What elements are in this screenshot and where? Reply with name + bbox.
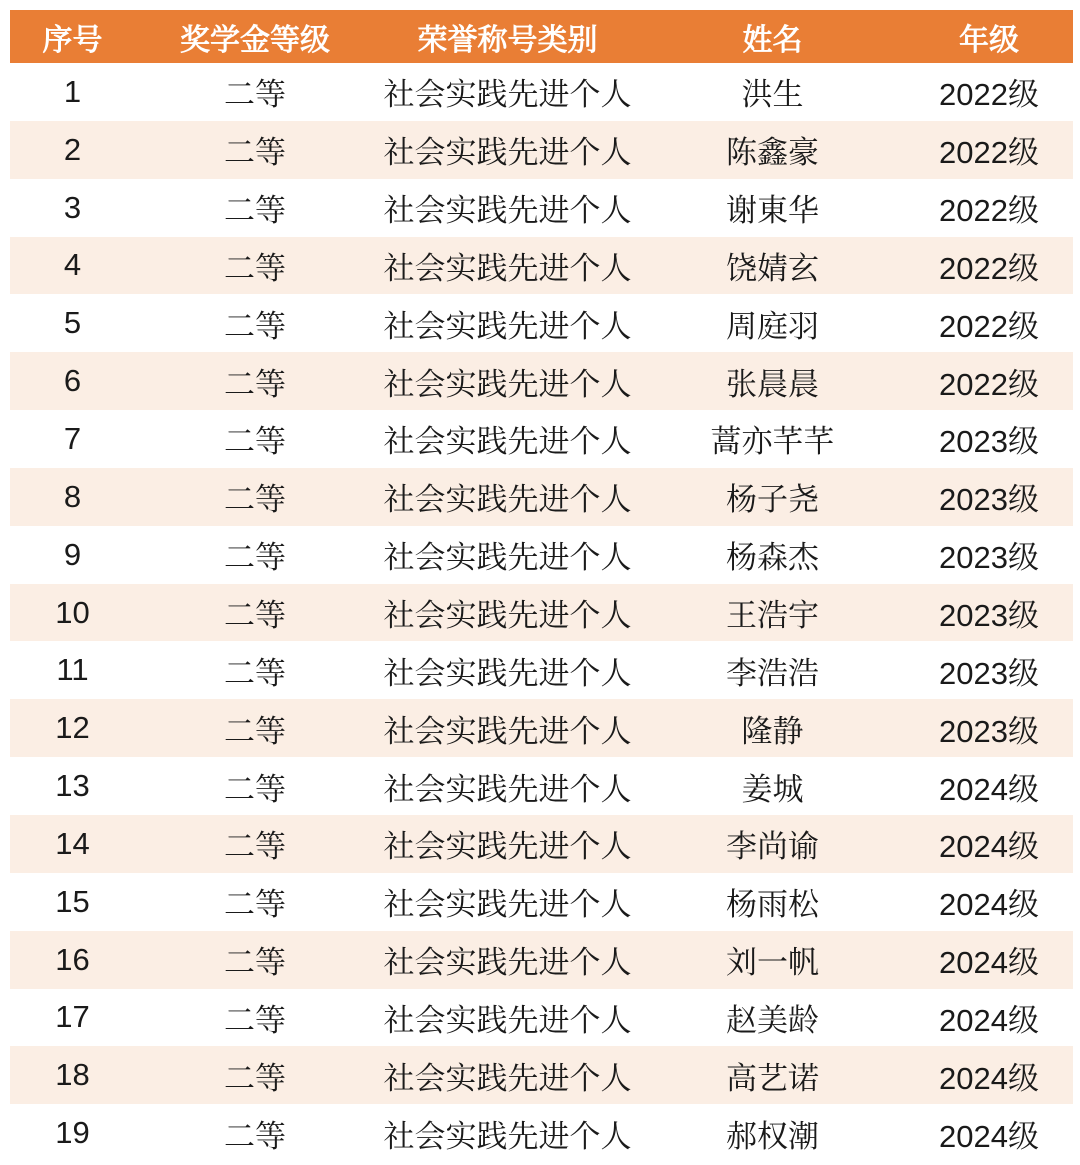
cell-level: 二等 [224,250,286,286]
cell-name: 谢東华 [726,193,820,229]
scholarship-table [10,10,1073,1162]
cell-index: 7 [63,420,82,456]
cell-index: 3 [63,189,82,225]
cell-level: 二等 [224,193,286,229]
cell-category: 社会实践先进个人 [383,540,632,576]
cell-level: 二等 [224,308,286,344]
cell-grade: 2024级 [939,771,1039,807]
table-row [10,121,1073,179]
cell-grade: 2023级 [939,713,1039,749]
cell-category: 社会实践先进个人 [383,598,632,634]
cell-level: 二等 [224,713,286,749]
cell-level: 二等 [224,540,286,576]
cell-index: 15 [55,883,90,919]
cell-index: 19 [55,1115,90,1151]
cell-name: 饶婧玄 [726,250,820,286]
cell-level: 二等 [224,829,286,865]
cell-index: 10 [55,594,90,630]
cell-name: 李尚谕 [726,829,820,865]
cell-name: 杨森杰 [726,540,820,576]
cell-name: 陈鑫豪 [726,135,820,171]
cell-grade: 2022级 [939,77,1039,113]
cell-name: 蒿亦芊芊 [710,424,835,460]
table-row [10,989,1073,1047]
cell-grade: 2022级 [939,250,1039,286]
column-header-level: 奖学金等级 [180,23,330,57]
table-row [10,699,1073,757]
cell-category: 社会实践先进个人 [383,1118,632,1154]
cell-level: 二等 [224,598,286,634]
cell-index: 14 [55,825,90,861]
cell-index: 12 [55,710,90,746]
cell-category: 社会实践先进个人 [383,1002,632,1038]
column-header-grade: 年级 [958,23,1019,57]
cell-category: 社会实践先进个人 [383,308,632,344]
cell-level: 二等 [224,887,286,923]
cell-category: 社会实践先进个人 [383,1060,632,1096]
cell-category: 社会实践先进个人 [383,887,632,923]
cell-level: 二等 [224,135,286,171]
cell-level: 二等 [224,771,286,807]
column-header-index: 序号 [42,23,103,57]
table-row [10,352,1073,410]
table-row [10,1046,1073,1104]
cell-name: 杨雨松 [726,887,820,923]
cell-grade: 2022级 [939,193,1039,229]
cell-index: 13 [55,768,90,804]
cell-category: 社会实践先进个人 [383,829,632,865]
cell-name: 杨子尧 [726,482,820,518]
cell-level: 二等 [224,77,286,113]
cell-name: 周庭羽 [726,308,820,344]
cell-name: 郝权潮 [726,1118,820,1154]
cell-name: 张晨晨 [726,366,820,402]
table-header-row [10,10,1073,63]
cell-index: 17 [55,999,90,1035]
cell-name: 刘一帆 [726,945,820,981]
table-row [10,294,1073,352]
cell-level: 二等 [224,366,286,402]
table-row [10,1104,1073,1162]
cell-level: 二等 [224,1002,286,1038]
table-row [10,931,1073,989]
cell-category: 社会实践先进个人 [383,193,632,229]
table-row [10,584,1073,642]
column-header-category: 荣誉称号类别 [417,23,598,57]
table-row [10,63,1073,121]
cell-level: 二等 [224,1060,286,1096]
cell-grade: 2024级 [939,1060,1039,1096]
cell-category: 社会实践先进个人 [383,424,632,460]
cell-index: 4 [63,247,82,283]
cell-grade: 2022级 [939,135,1039,171]
cell-grade: 2024级 [939,1118,1039,1154]
cell-category: 社会实践先进个人 [383,482,632,518]
column-header-name: 姓名 [742,23,803,57]
cell-index: 9 [63,536,82,572]
cell-index: 5 [63,305,82,341]
cell-name: 姜城 [741,771,804,807]
table-row [10,468,1073,526]
table-row [10,237,1073,295]
table-row [10,410,1073,468]
table-row [10,526,1073,584]
table-row [10,179,1073,237]
cell-name: 隆静 [741,713,804,749]
cell-grade: 2023级 [939,540,1039,576]
cell-name: 赵美龄 [726,1002,820,1038]
cell-index: 2 [63,131,82,167]
cell-index: 1 [63,73,82,109]
cell-grade: 2022级 [939,308,1039,344]
cell-name: 王浩宇 [726,598,820,634]
cell-grade: 2024级 [939,1002,1039,1038]
cell-category: 社会实践先进个人 [383,77,632,113]
cell-grade: 2023级 [939,655,1039,691]
cell-level: 二等 [224,655,286,691]
table-row [10,641,1073,699]
cell-category: 社会实践先进个人 [383,135,632,171]
cell-category: 社会实践先进个人 [383,366,632,402]
cell-index: 6 [63,363,82,399]
cell-index: 16 [55,941,90,977]
cell-level: 二等 [224,424,286,460]
table-row [10,873,1073,931]
cell-name: 洪生 [741,77,804,113]
cell-index: 11 [56,652,89,688]
cell-grade: 2024级 [939,887,1039,923]
cell-name: 高艺诺 [726,1060,820,1096]
cell-level: 二等 [224,945,286,981]
cell-name: 李浩浩 [726,655,820,691]
cell-category: 社会实践先进个人 [383,945,632,981]
cell-grade: 2024级 [939,829,1039,865]
cell-grade: 2023级 [939,424,1039,460]
cell-grade: 2023级 [939,482,1039,518]
cell-index: 8 [63,478,82,514]
cell-category: 社会实践先进个人 [383,713,632,749]
cell-grade: 2022级 [939,366,1039,402]
cell-category: 社会实践先进个人 [383,771,632,807]
cell-grade: 2024级 [939,945,1039,981]
cell-level: 二等 [224,482,286,518]
cell-category: 社会实践先进个人 [383,250,632,286]
cell-level: 二等 [224,1118,286,1154]
cell-category: 社会实践先进个人 [383,655,632,691]
table-row [10,757,1073,815]
cell-index: 18 [55,1057,90,1093]
table-row [10,815,1073,873]
cell-grade: 2023级 [939,598,1039,634]
